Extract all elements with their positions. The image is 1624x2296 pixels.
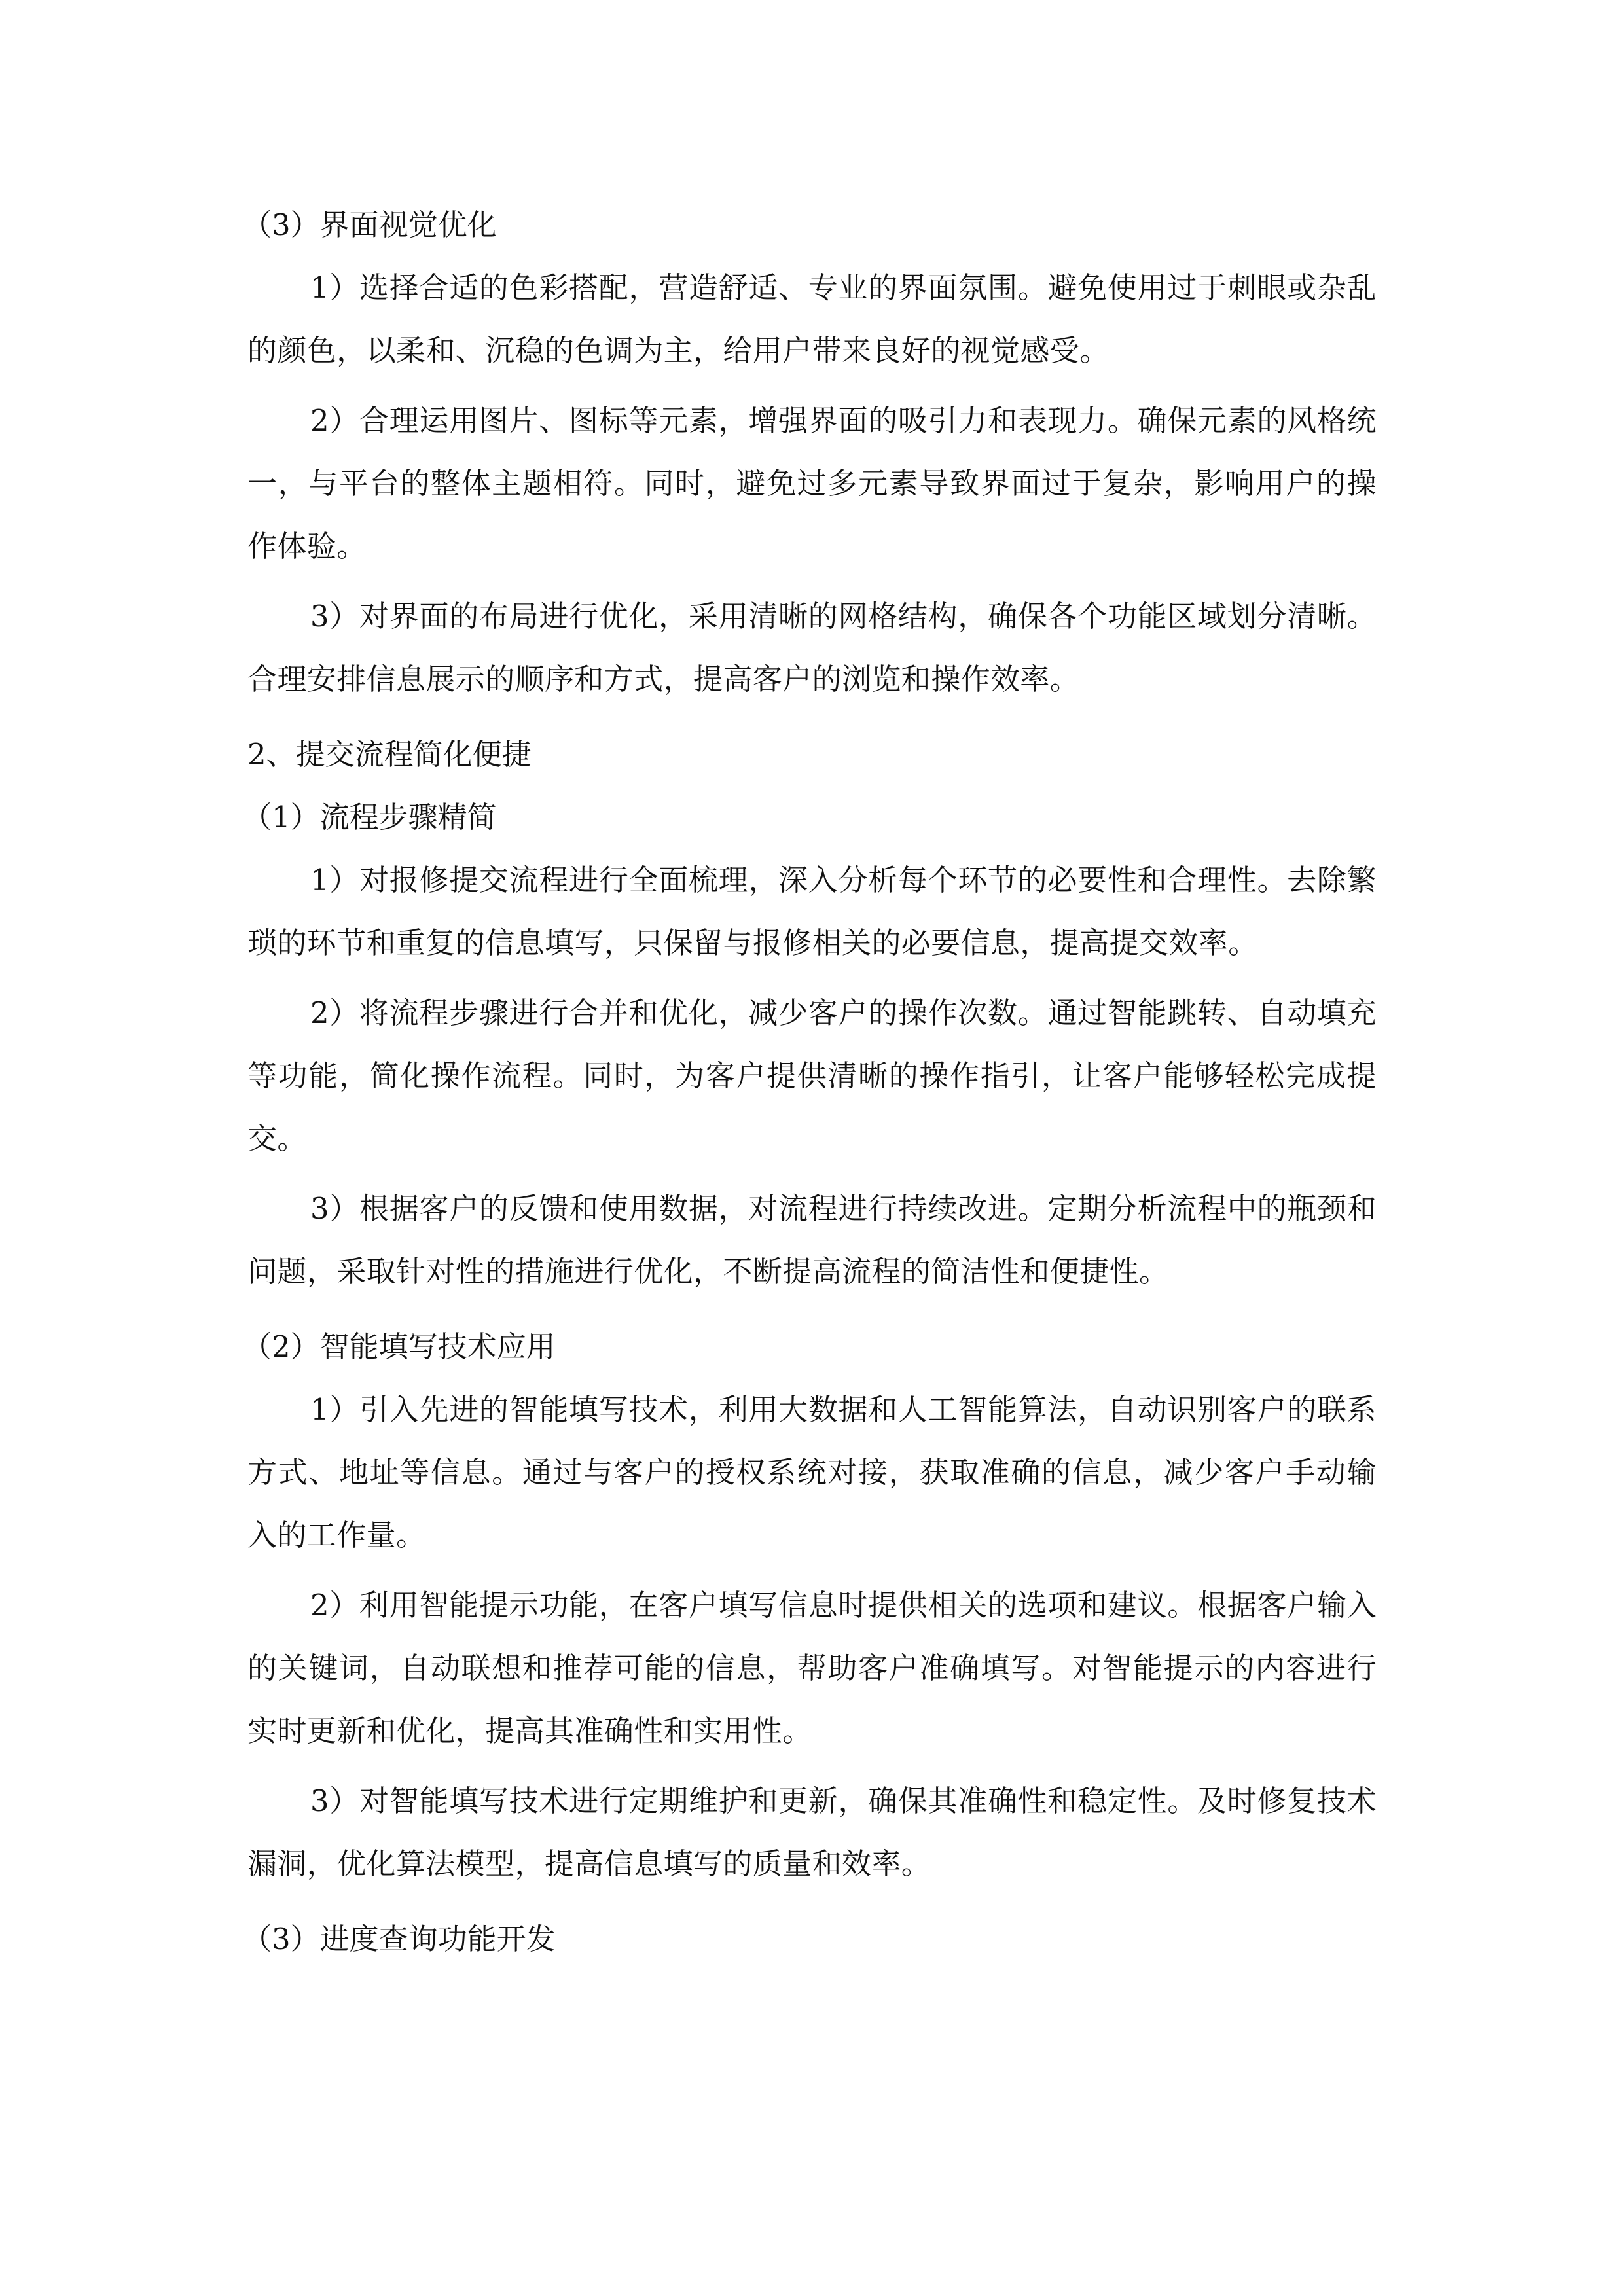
section-heading: （1）流程步骤精简	[242, 800, 497, 834]
paragraph: 1）引入先进的智能填写技术，利用大数据和人工智能算法，自动识别客户的联系方式、地址等信息。通过与客户的授权系统对接，获取准确的信息，减少客户手动输入的工作量。	[247, 1392, 1377, 1552]
section-heading: （3）界面视觉优化	[242, 207, 497, 242]
paragraph: 1）对报修提交流程进行全面梳理，深入分析每个环节的必要性和合理性。去除繁琐的环节和重复的信息填写，只保留与报修相关的必要信息，提高提交效率。	[247, 863, 1377, 960]
document-body	[242, 194, 1377, 1971]
paragraph: 1）选择合适的色彩搭配，营造舒适、专业的界面氛围。避免使用过于刺眼或杂乱的颜色，以柔和、沉稳的色调为主，给用户带来良好的视觉感受。	[247, 270, 1377, 368]
chapter-heading: 2、提交流程简化便捷	[247, 737, 532, 772]
paragraph: 3）对界面的布局进行优化，采用清晰的网格结构，确保各个功能区域划分清晰。合理安排信息展示的顺序和方式，提高客户的浏览和操作效率。	[247, 599, 1377, 696]
paragraph: 3）对智能填写技术进行定期维护和更新，确保其准确性和稳定性。及时修复技术漏洞，优化算法模型，提高信息填写的质量和效率。	[247, 1784, 1377, 1881]
section-heading: （3）进度查询功能开发	[242, 1922, 556, 1956]
paragraph: 2）合理运用图片、图标等元素，增强界面的吸引力和表现力。确保元素的风格统一，与平台的整体主题相符。同时，避免过多元素导致界面过于复杂，影响用户的操作体验。	[247, 403, 1377, 564]
paragraph: 2）利用智能提示功能，在客户填写信息时提供相关的选项和建议。根据客户输入的关键词，自动联想和推荐可能的信息，帮助客户准确填写。对智能提示的内容进行实时更新和优化，提高其准确性和实用性。	[247, 1588, 1377, 1748]
section-heading: （2）智能填写技术应用	[242, 1329, 556, 1364]
paragraph: 3）根据客户的反馈和使用数据，对流程进行持续改进。定期分析流程中的瓶颈和问题，采取针对性的措施进行优化，不断提高流程的简洁性和便捷性。	[247, 1191, 1377, 1289]
paragraph: 2）将流程步骤进行合并和优化，减少客户的操作次数。通过智能跳转、自动填充等功能，简化操作流程。同时，为客户提供清晰的操作指引，让客户能够轻松完成提交。	[247, 996, 1377, 1156]
